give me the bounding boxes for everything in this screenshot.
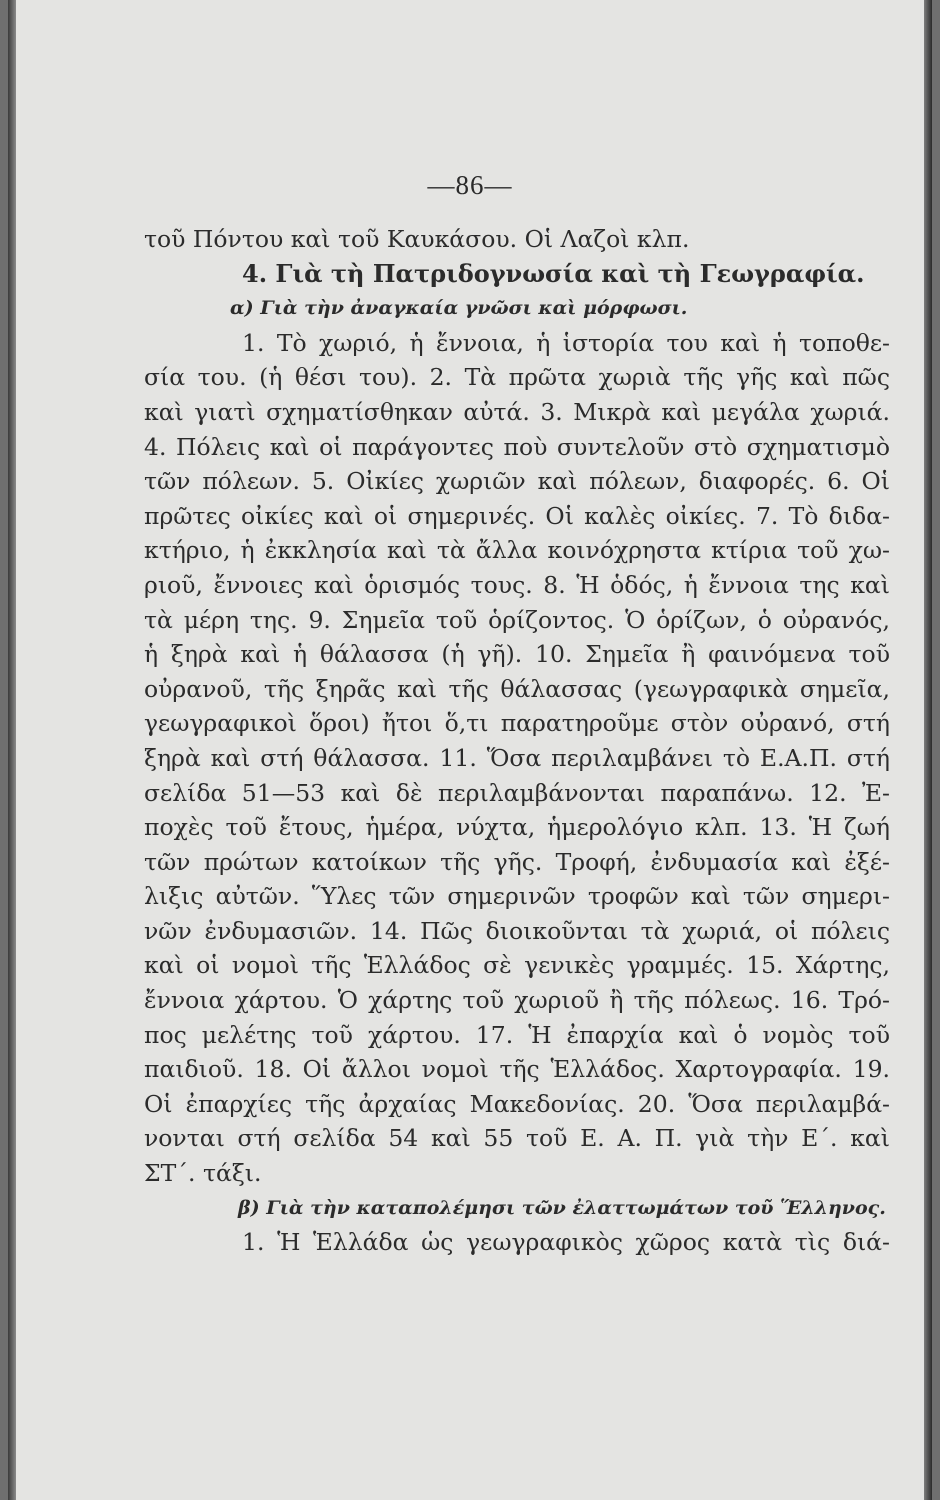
text-line: τὰ μέρη της. 9. Σημεῖα τοῦ ὁρίζοντος. Ὁ ὁρίζων, ὁ οὐρανός, <box>144 605 890 634</box>
text-line: Οἱ ἐπαρχίες τῆς ἀρχαίας Μακεδονίας. 20. Ὅσα περιλαμβά- <box>144 1089 890 1118</box>
text-line: 4. Πόλεις καὶ οἱ παράγοντες ποὺ συντελοῦν στὸ σχηματισμὸ <box>144 432 890 461</box>
text-line: οὐρανοῦ, τῆς ξηρᾶς καὶ τῆς θάλασσας (γεωγραφικὰ σημεῖα, <box>144 674 890 703</box>
text-line: λιξις αὐτῶν. Ὕλες τῶν σημερινῶν τροφῶν καὶ τῶν σημερι- <box>144 882 890 911</box>
text-line: πρῶτες οἰκίες καὶ οἱ σημερινές. Οἱ καλὲς οἰκίες. 7. Τὸ διδα- <box>144 501 890 530</box>
text-line: ξηρὰ καὶ στή θάλασσα. 11. Ὅσα περιλαμβάνει τὸ Ε.Α.Π. στή <box>144 743 890 772</box>
text-line: σία του. (ἡ θέσι του). 2. Τὰ πρῶτα χωριὰ τῆς γῆς καὶ πῶς <box>144 363 890 392</box>
text-line: σελίδα 51—53 καὶ δὲ περιλαμβάνονται παραπάνω. 12. Ἐ- <box>144 778 890 807</box>
text-line: κτήριο, ἡ ἐκκλησία καὶ τὰ ἄλλα κοινόχρηστα κτίρια τοῦ χω- <box>144 536 890 565</box>
text-line: ΣΤ΄. τάξι. <box>144 1159 262 1188</box>
body-text <box>144 222 890 1260</box>
text-line: πος μελέτης τοῦ χάρτου. 17. Ἡ ἐπαρχία καὶ ὁ νομὸς τοῦ <box>144 1020 890 1049</box>
text-line: νῶν ἐνδυμασιῶν. 14. Πῶς διοικοῦνται τὰ χωριά, οἱ πόλεις <box>144 916 890 945</box>
page-edge-left <box>8 0 16 1500</box>
subsection-heading: β) Γιὰ τὴν καταπολέμησι τῶν ἐλαττωμάτων τοῦ Ἕλληνος. <box>238 1196 886 1219</box>
subsection-heading: α) Γιὰ τὴν ἀναγκαία γνῶσι καὶ μόρφωσι. <box>230 297 688 320</box>
text-line: καὶ γιατὶ σχηματίσθηκαν αὐτά. 3. Μικρὰ καὶ μεγάλα χωριά. <box>144 397 890 426</box>
section-heading: 4. Γιὰ τὴ Πατριδογνωσία καὶ τὴ Γεωγραφία. <box>242 258 865 288</box>
text-line: 1. Τὸ χωριό, ἡ ἔννοια, ἡ ἱστορία του καὶ ἡ τοποθε- <box>242 328 890 357</box>
text-line: γεωγραφικοὶ ὅροι) ἤτοι ὅ,τι παρατηροῦμε στὸν οὐρανό, στή <box>144 709 890 738</box>
page-number: —86— <box>427 170 513 200</box>
text-line: τῶν πόλεων. 5. Οἰκίες χωριῶν καὶ πόλεων, διαφορές. 6. Οἱ <box>144 467 890 496</box>
text-line: καὶ οἱ νομοὶ τῆς Ἑλλάδος σὲ γενικὲς γραμμές. 15. Χάρτης, <box>144 951 890 980</box>
page-edge-right <box>924 0 932 1500</box>
text-line: ριοῦ, ἔννοιες καὶ ὁρισμός τους. 8. Ἡ ὁδός, ἡ ἔννοια της καὶ <box>144 570 890 599</box>
book-page <box>8 0 932 1500</box>
text-line: 1. Ἡ Ἑλλάδα ὡς γεωγραφικὸς χῶρος κατὰ τὶς διά- <box>242 1228 890 1257</box>
text-line: νονται στή σελίδα 54 καὶ 55 τοῦ Ε. Α. Π. γιὰ τὴν Ε΄. καὶ <box>144 1124 890 1153</box>
text-line: ποχὲς τοῦ ἔτους, ἡμέρα, νύχτα, ἡμερολόγιο κλπ. 13. Ἡ ζωή <box>144 813 890 842</box>
text-line: ἡ ξηρὰ καὶ ἡ θάλασσα (ἡ γῆ). 10. Σημεῖα ἢ φαινόμενα τοῦ <box>144 640 890 669</box>
text-line: τοῦ Πόντου καὶ τοῦ Καυκάσου. Οἱ Λαζοὶ κλπ. <box>144 225 690 253</box>
text-line: παιδιοῦ. 18. Οἱ ἄλλοι νομοὶ τῆς Ἑλλάδος. Χαρτογραφία. 19. <box>144 1055 890 1084</box>
text-line: τῶν πρώτων κατοίκων τῆς γῆς. Τροφή, ἐνδυμασία καὶ ἐξέ- <box>144 847 890 876</box>
text-line: ἔννοια χάρτου. Ὁ χάρτης τοῦ χωριοῦ ἢ τῆς πόλεως. 16. Τρό- <box>144 986 890 1015</box>
